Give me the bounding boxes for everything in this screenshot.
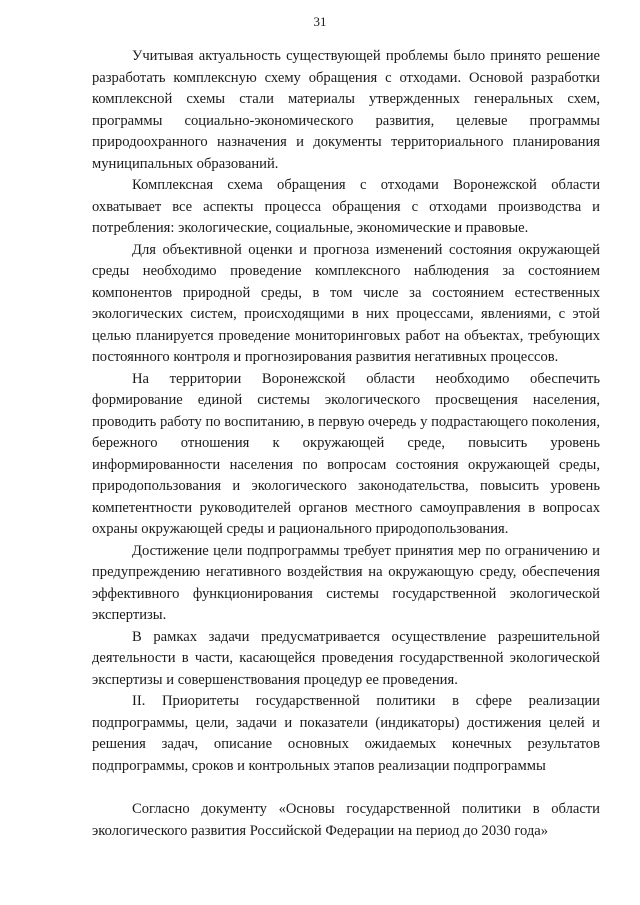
paragraph-state-policy-basis: Согласно документу «Основы государственной политики в области экологического развития Российской Федерации на период до 2030 года» — [92, 801, 600, 839]
paragraph-goal-achievement: Достижение цели подпрограммы требует принятия мер по ограничению и предупреждению негативного воздействия на окружающую среду, обеспечения эффективного функционирования системы государственной экологической экспертизы. — [92, 542, 600, 623]
document-body — [92, 46, 600, 842]
paragraph-environmental-monitoring: Для объективной оценки и прогноза изменений состояния окружающей среды необходимо проведение комплексного наблюдения за состоянием компонентов природной среды, в том числе за состоянием естественных экологических систем, происходящими в них процессами, явлениями, с этой целью планируется проведение мониторинговых работ на объектах, требующих постоянного контроля и прогнозирования развития негативных процессов. — [92, 241, 600, 365]
paragraph-expertise-task: В рамках задачи предусматривается осуществление разрешительной деятельности в части, касающейся проведения государственной экологической экспертизы и совершенствования процедур ее проведения. — [92, 628, 600, 688]
paragraph-waste-scheme-scope: Комплексная схема обращения с отходами Воронежской области охватывает все аспекты процесса обращения с отходами производства и потребления: экологические, социальные, экономические и правовые. — [92, 177, 600, 236]
paragraph-problem-relevance: Учитывая актуальность существующей проблемы было принято решение разработать комплексную схему обращения с отходами. Основой разработки комплексной схемы стали материалы утвержденных генеральных схем, программы социально-экономического развития, целевые программы природоохранного назначения и документы территориального планирования муниципальных образований. — [92, 48, 600, 172]
section-heading: II. Приоритеты государственной политики в сфере реализации подпрограммы, цели, задачи и показатели (индикаторы) достижения целей и решения задач, описание основных ожидаемых конечных результатов подпрограммы, сроков и контрольных этапов реализации подпрограммы — [92, 693, 600, 774]
paragraph-ecological-education: На территории Воронежской области необходимо обеспечить формирование единой системы экологического просвещения населения, проводить работу по воспитанию, в первую очередь у подрастающего поколения, бережного отношения к окружающей среде, повысить уровень информированности населения по вопросам состояния окружающей среды, природопользования и экологического законодательства, повысить уровень компетентности руководителей органов местного самоуправления в вопросах охраны окружающей среды и рационального природопользования. — [92, 370, 600, 537]
page-number: 31 — [313, 14, 327, 29]
